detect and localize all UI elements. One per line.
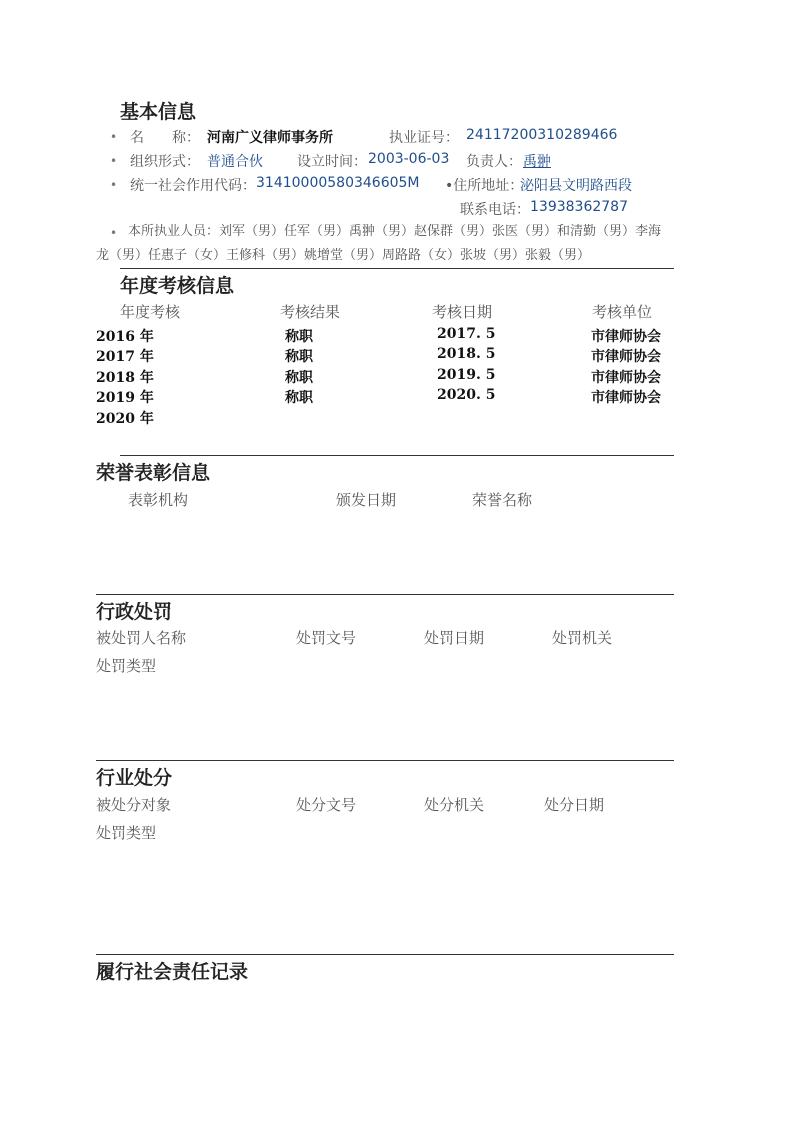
col-header: 处罚类型 bbox=[96, 657, 157, 675]
basic-info-title: 基本信息 bbox=[120, 101, 197, 123]
review-unit: 市律师协会 bbox=[591, 370, 661, 386]
admin-penalty-title: 行政处罚 bbox=[96, 601, 173, 623]
col-header: 年度考核 bbox=[120, 303, 181, 321]
head-label: 负责人： bbox=[466, 154, 522, 170]
col-header: 考核结果 bbox=[280, 303, 341, 321]
review-date: 2020. 5 bbox=[437, 387, 496, 403]
col-header: 考核单位 bbox=[592, 303, 653, 321]
col-header: 处分文号 bbox=[296, 796, 357, 814]
name-label: 名 称： bbox=[130, 130, 200, 146]
divider bbox=[120, 455, 674, 456]
address-value: 泌阳县文明路西段 bbox=[520, 178, 632, 194]
bullet: • bbox=[110, 178, 118, 192]
phone-value: 13938362787 bbox=[530, 199, 628, 215]
review-result: 称职 bbox=[285, 370, 313, 386]
org-form-label: 组织形式： bbox=[130, 154, 200, 170]
review-year: 2016 年 bbox=[96, 329, 154, 345]
name-value: 河南广义律师事务所 bbox=[207, 130, 333, 146]
col-header: 处分日期 bbox=[544, 796, 605, 814]
industry-sanction-title: 行业处分 bbox=[96, 767, 173, 789]
col-header: 颁发日期 bbox=[336, 491, 397, 509]
bullet: • bbox=[110, 130, 118, 144]
phone-label: 联系电话： bbox=[460, 202, 530, 218]
head-value: 禹翀 bbox=[523, 154, 551, 170]
divider bbox=[96, 760, 674, 761]
review-year: 2020 年 bbox=[96, 411, 154, 427]
founded-value: 2003-06-03 bbox=[368, 151, 450, 167]
col-header: 被处罚人名称 bbox=[96, 629, 187, 647]
col-header: 处分机关 bbox=[424, 796, 485, 814]
review-result: 称职 bbox=[285, 390, 313, 406]
staff-line-1: 本所执业人员：刘军（男）任军（男）禹翀（男）赵保群（男）张医（男）和清勤（男）李海 bbox=[128, 224, 662, 239]
review-year: 2019 年 bbox=[96, 390, 154, 406]
bullet: • bbox=[110, 154, 118, 168]
review-unit: 市律师协会 bbox=[591, 390, 661, 406]
review-date: 2018. 5 bbox=[437, 346, 496, 362]
founded-label: 设立时间： bbox=[297, 154, 367, 170]
review-year: 2018 年 bbox=[96, 370, 154, 386]
license-label: 执业证号： bbox=[389, 130, 459, 146]
col-header: 考核日期 bbox=[432, 303, 493, 321]
col-header: 处罚机关 bbox=[552, 629, 613, 647]
review-unit: 市律师协会 bbox=[591, 329, 661, 345]
head-link[interactable] bbox=[523, 151, 551, 171]
col-header: 处罚类型 bbox=[96, 824, 157, 842]
review-result: 称职 bbox=[285, 329, 313, 345]
annual-review-title: 年度考核信息 bbox=[120, 275, 235, 297]
credit-code-label: 统一社会作用代码： bbox=[130, 178, 256, 194]
address-label: •住所地址： bbox=[445, 178, 524, 194]
social-responsibility-title: 履行社会责任记录 bbox=[96, 961, 249, 983]
review-year: 2017 年 bbox=[96, 349, 154, 365]
col-header: 表彰机构 bbox=[128, 491, 189, 509]
review-date: 2019. 5 bbox=[437, 367, 496, 383]
review-result: 称职 bbox=[285, 349, 313, 365]
divider bbox=[96, 954, 674, 955]
credit-code-value: 31410000580346605M bbox=[256, 175, 420, 191]
review-date: 2017. 5 bbox=[437, 326, 496, 342]
col-header: 处罚日期 bbox=[424, 629, 485, 647]
col-header: 处罚文号 bbox=[296, 629, 357, 647]
license-value: 24117200310289466 bbox=[466, 127, 618, 143]
col-header: 被处分对象 bbox=[96, 796, 172, 814]
review-unit: 市律师协会 bbox=[591, 349, 661, 365]
staff-line-2: 龙（男）任惠子（女）王修科（男）姚增堂（男）周路路（女）张坡（男）张毅（男） bbox=[96, 248, 591, 263]
org-form-value: 普通合伙 bbox=[207, 154, 263, 170]
bullet: • bbox=[110, 226, 118, 240]
honors-title: 荣誉表彰信息 bbox=[96, 462, 211, 484]
divider bbox=[96, 594, 674, 595]
divider bbox=[120, 268, 674, 269]
col-header: 荣誉名称 bbox=[472, 491, 533, 509]
